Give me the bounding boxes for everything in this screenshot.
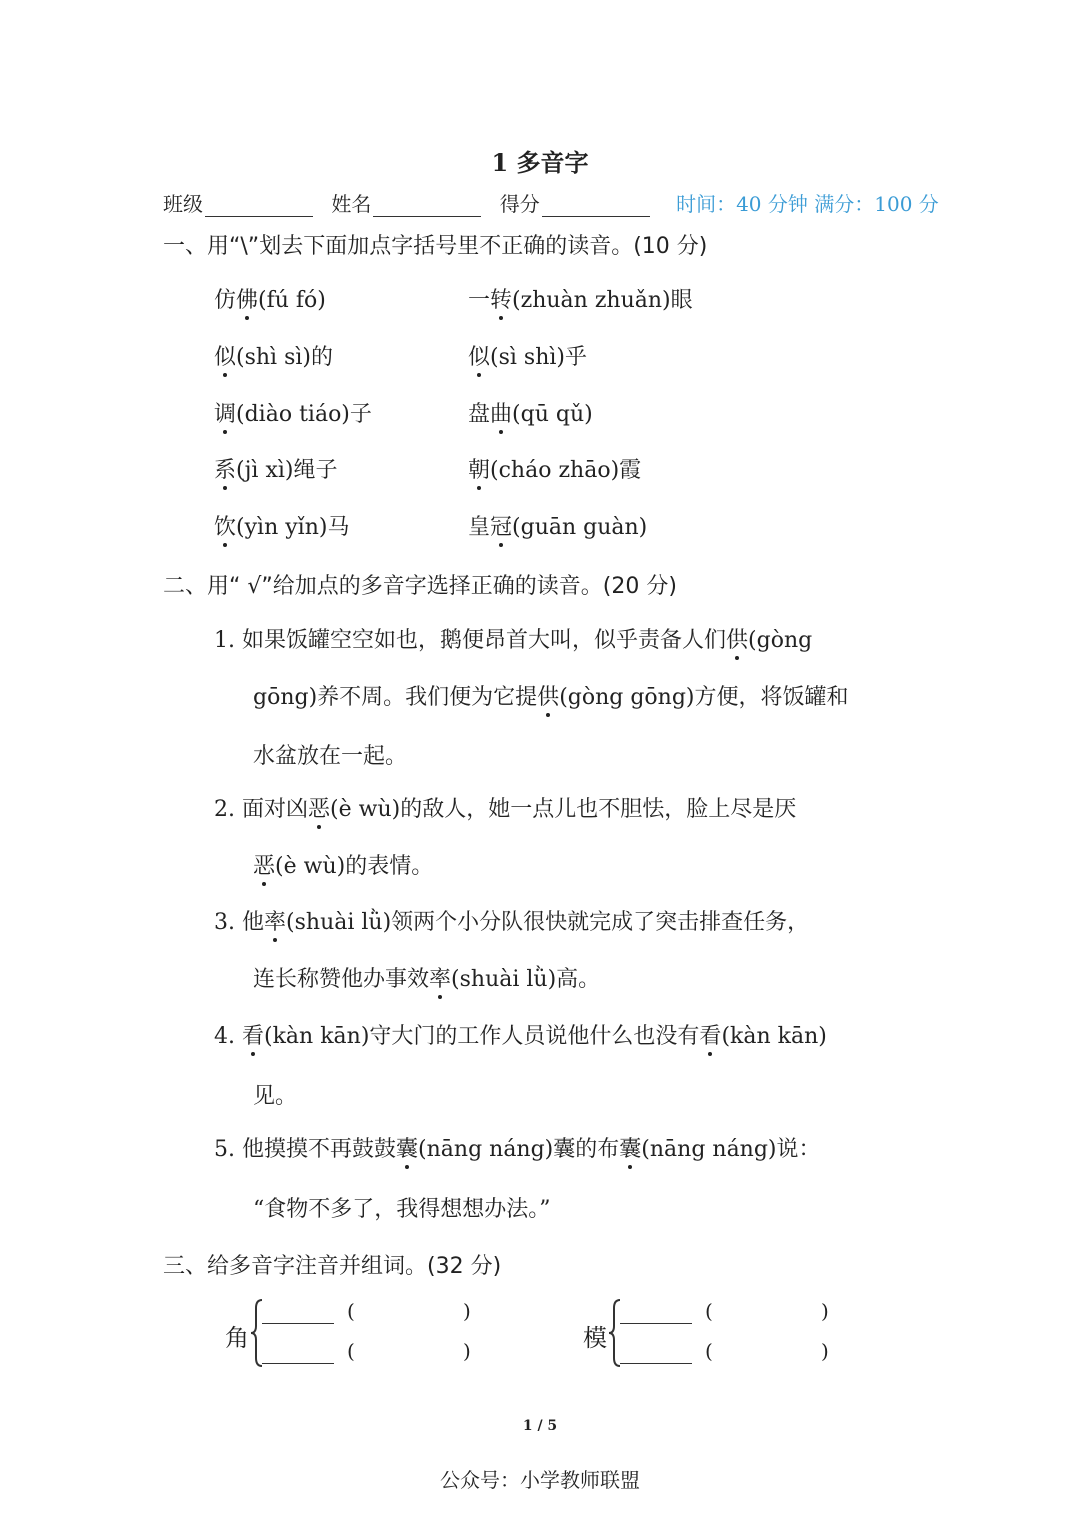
section3-title: 三、给多音字注音并组词。(32 分) <box>163 1254 502 1279</box>
q1-dot-char: 供 <box>537 680 559 711</box>
q3-line1 <box>214 905 809 936</box>
s1-item-10 <box>468 510 647 541</box>
s1-item-1 <box>214 283 326 314</box>
q-number: 2. <box>214 797 235 822</box>
q4-dot-char: 看 <box>699 1019 721 1050</box>
q3-pinyin: (shuài lǜ)高。 <box>451 967 601 992</box>
s1-item-2 <box>468 283 693 314</box>
class-label: 班级 <box>163 192 203 216</box>
brace-icon <box>250 1298 264 1368</box>
s1-item-pre: 皇 <box>468 515 491 540</box>
q4-text: (kàn kān)守大门的工作人员说他什么也没有 <box>264 1024 700 1049</box>
q-number: 5. <box>214 1137 235 1162</box>
student-info <box>163 188 939 217</box>
s1-item-pre: 一 <box>468 288 491 313</box>
q2-line1 <box>214 792 796 823</box>
q1-text: gōng)养不周。我们便为它提 <box>253 685 538 710</box>
class-blank[interactable] <box>205 194 313 217</box>
s1-item-5 <box>214 397 372 428</box>
name-label: 姓名 <box>331 192 372 216</box>
q5-pinyin: (nāng náng)说： <box>641 1137 821 1162</box>
paren-open: ( <box>705 1299 713 1323</box>
s1-item-pre: 仿 <box>214 288 237 313</box>
answer-line[interactable] <box>262 1363 334 1364</box>
s1-item-7 <box>214 453 337 484</box>
s1-item-post: (jì xì)绳子 <box>236 458 338 483</box>
s1-item-dot: 转 <box>490 283 512 314</box>
q-number: 1. <box>214 628 235 653</box>
q1-pinyin: (gòng <box>748 628 813 653</box>
paren-close: ) <box>821 1339 829 1363</box>
s1-item-post: (fú fó) <box>258 288 326 313</box>
s3-char-2: 模 <box>583 1324 607 1352</box>
q3-line2 <box>253 962 600 993</box>
section1-title: 一、用“\”划去下面加点字括号里不正确的读音。(10 分) <box>163 234 708 259</box>
answer-line[interactable] <box>262 1323 334 1324</box>
time-info: 时间：40 分钟 满分：100 分 <box>676 192 939 216</box>
s1-item-dot: 似 <box>214 340 236 371</box>
paren-close: ) <box>821 1299 829 1323</box>
q4-pinyin: (kàn kān) <box>721 1024 827 1049</box>
q2-dot-char: 恶 <box>308 792 330 823</box>
s1-item-pre: 盘 <box>468 402 491 427</box>
name-blank[interactable] <box>373 194 481 217</box>
section2-title: 二、用“ √”给加点的多音字选择正确的读音。(20 分) <box>163 574 677 599</box>
s1-item-post: (diào tiáo)子 <box>236 402 372 427</box>
paren-close: ) <box>463 1299 471 1323</box>
q1-line2 <box>253 680 849 711</box>
paren-close: ) <box>463 1339 471 1363</box>
paren-open: ( <box>705 1339 713 1363</box>
q1-pinyin: (gòng gōng)方便，将饭罐和 <box>559 685 849 710</box>
q5-line2: “食物不多了，我得想想办法。” <box>253 1197 551 1222</box>
score-blank[interactable] <box>542 194 650 217</box>
q-number: 3. <box>214 910 235 935</box>
s1-item-dot: 似 <box>468 340 490 371</box>
paren-open: ( <box>347 1299 355 1323</box>
q2-line2 <box>253 849 433 880</box>
page-title: 1 多音字 <box>491 148 589 177</box>
footer-note: 公众号：小学教师联盟 <box>440 1468 640 1492</box>
q5-line1 <box>214 1132 821 1163</box>
q5-text: 他摸摸不再鼓鼓 <box>242 1137 397 1162</box>
q4-line1 <box>214 1019 827 1050</box>
page-number: 1 / 5 <box>522 1418 558 1434</box>
paren-open: ( <box>347 1339 355 1363</box>
q3-dot-char: 率 <box>264 905 286 936</box>
q1-line3: 水盆放在一起。 <box>253 744 408 769</box>
s1-item-post: (shì sì)的 <box>236 345 333 370</box>
q-number: 4. <box>214 1024 235 1049</box>
q2-pinyin: (è wù)的表情。 <box>275 854 434 879</box>
s1-item-post: (yìn yǐn)马 <box>236 515 350 540</box>
answer-line[interactable] <box>620 1363 692 1364</box>
answer-line[interactable] <box>620 1323 692 1324</box>
s1-item-dot: 佛 <box>236 283 258 314</box>
q5-dot-char: 囊 <box>619 1132 641 1163</box>
s1-item-4 <box>468 340 587 371</box>
q3-text: 他 <box>242 910 265 935</box>
q3-text: 连长称赞他办事效 <box>253 967 430 992</box>
s1-item-post: (zhuàn zhuǎn)眼 <box>512 288 693 313</box>
q4-dot-char: 看 <box>242 1019 264 1050</box>
s1-item-dot: 调 <box>214 397 236 428</box>
q2-dot-char: 恶 <box>253 849 275 880</box>
s1-item-dot: 朝 <box>468 453 490 484</box>
s1-item-9 <box>214 510 349 541</box>
brace-icon <box>608 1298 622 1368</box>
q4-line2: 见。 <box>253 1084 298 1109</box>
q3-pinyin: (shuài lǜ)领两个小分队很快就完成了突击排查任务， <box>286 910 810 935</box>
s1-item-dot: 曲 <box>490 397 512 428</box>
q2-text: 面对凶 <box>242 797 309 822</box>
s1-item-post: (guān guàn) <box>512 515 648 540</box>
s3-char-1: 角 <box>225 1324 249 1352</box>
s1-item-dot: 饮 <box>214 510 236 541</box>
q3-dot-char: 率 <box>429 962 451 993</box>
q1-text: 如果饭罐空空如也，鹅便昂首大叫，似乎责备人们 <box>242 628 727 653</box>
s1-item-6 <box>468 397 593 428</box>
s1-item-dot: 冠 <box>490 510 512 541</box>
q2-pinyin: (è wù)的敌人，她一点儿也不胆怯，脸上尽是厌 <box>330 797 797 822</box>
q5-text: (nāng náng)囊的布 <box>418 1137 620 1162</box>
q1-dot-char: 供 <box>726 623 748 654</box>
s1-item-8 <box>468 453 641 484</box>
s1-item-post: (sì shì)乎 <box>490 345 587 370</box>
q1-line1 <box>214 623 812 654</box>
s1-item-dot: 系 <box>214 453 236 484</box>
s1-item-3 <box>214 340 333 371</box>
q5-dot-char: 囊 <box>396 1132 418 1163</box>
score-label: 得分 <box>499 192 540 216</box>
s1-item-post: (cháo zhāo)霞 <box>490 458 642 483</box>
s1-item-post: (qū qǔ) <box>512 402 593 427</box>
